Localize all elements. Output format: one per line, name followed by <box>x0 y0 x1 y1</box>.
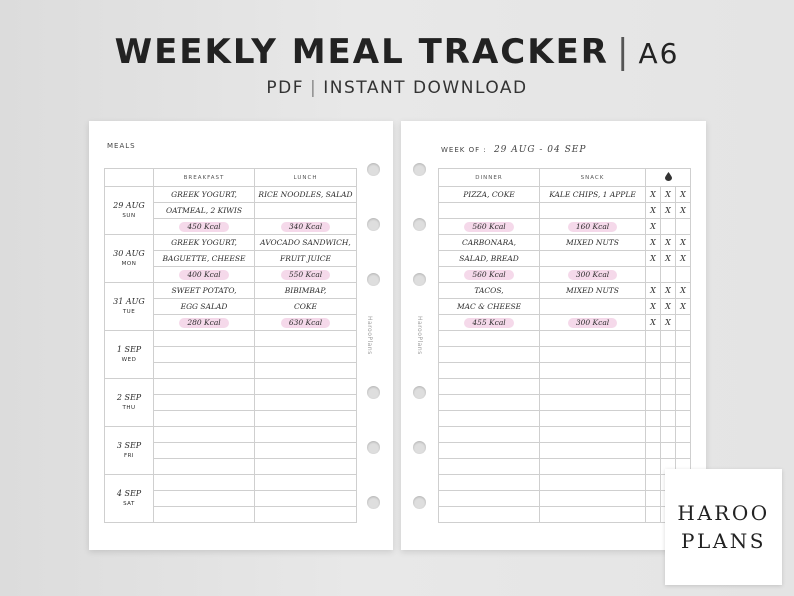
subtitle-separator: | <box>310 78 318 98</box>
right-planner-page <box>401 121 706 550</box>
day-date: 30 AUG <box>113 248 145 258</box>
day-of-week: THU <box>122 404 136 411</box>
breakfast-entry: SWEET POTATO, <box>154 283 255 299</box>
water-checkbox: X <box>646 315 661 331</box>
water-checkbox <box>646 363 661 379</box>
day-date: 29 AUG <box>113 200 145 210</box>
snack-kcal-cell <box>540 219 646 235</box>
water-checkbox <box>646 507 661 523</box>
table-row <box>439 187 691 203</box>
lunch-kcal-cell <box>255 459 357 475</box>
day-cell <box>105 187 154 235</box>
dinner-entry <box>439 203 540 219</box>
binder-hole <box>367 496 380 509</box>
table-row <box>439 267 691 283</box>
snack-kcal-cell <box>540 267 646 283</box>
water-checkbox <box>646 491 661 507</box>
day-of-week: MON <box>121 260 137 267</box>
dinner-entry: SALAD, BREAD <box>439 251 540 267</box>
water-checkbox: X <box>676 235 691 251</box>
water-checkbox: X <box>646 283 661 299</box>
breakfast-kcal: 280 Kcal <box>179 318 228 328</box>
water-checkbox: X <box>661 299 676 315</box>
title-size: A6 <box>638 37 680 70</box>
table-row <box>439 459 691 475</box>
right-watermark: HarooPlans <box>416 316 423 355</box>
lunch-kcal: 340 Kcal <box>281 222 330 232</box>
water-checkbox <box>646 475 661 491</box>
dinner-entry <box>439 427 540 443</box>
day-cell <box>105 427 154 475</box>
snack-entry <box>540 443 646 459</box>
dinner-kcal-cell <box>439 315 540 331</box>
water-drop-icon <box>665 172 672 181</box>
binder-hole <box>413 163 426 176</box>
snack-kcal: 160 Kcal <box>568 222 617 232</box>
lunch-kcal: 550 Kcal <box>281 270 330 280</box>
breakfast-entry: GREEK YOGURT, <box>154 235 255 251</box>
binder-hole <box>413 441 426 454</box>
breakfast-kcal-cell <box>154 507 255 523</box>
binder-hole <box>413 218 426 231</box>
binder-hole <box>367 163 380 176</box>
table-row <box>439 235 691 251</box>
dinner-entry: PIZZA, COKE <box>439 187 540 203</box>
water-checkbox <box>676 267 691 283</box>
breakfast-entry: GREEK YOGURT, <box>154 187 255 203</box>
binder-hole <box>413 496 426 509</box>
lunch-kcal-cell <box>255 267 357 283</box>
dinner-kcal-cell <box>439 411 540 427</box>
water-checkbox <box>676 411 691 427</box>
left-planner-page <box>89 121 393 550</box>
lunch-entry: FRUIT JUICE <box>255 251 357 267</box>
breakfast-entry <box>154 395 255 411</box>
lunch-kcal-cell <box>255 507 357 523</box>
binder-hole <box>367 386 380 399</box>
breakfast-kcal-cell <box>154 459 255 475</box>
water-checkbox <box>661 379 676 395</box>
water-checkbox <box>646 443 661 459</box>
table-row <box>439 251 691 267</box>
snack-entry: MIXED NUTS <box>540 283 646 299</box>
water-checkbox <box>676 427 691 443</box>
water-checkbox <box>646 411 661 427</box>
dinner-kcal-cell <box>439 459 540 475</box>
table-row <box>439 379 691 395</box>
snack-kcal-cell <box>540 459 646 475</box>
lunch-entry <box>255 331 357 347</box>
binder-hole <box>367 273 380 286</box>
breakfast-entry <box>154 491 255 507</box>
snack-kcal-cell <box>540 411 646 427</box>
right-header-row <box>439 169 691 187</box>
day-cell <box>105 475 154 523</box>
water-checkbox <box>646 267 661 283</box>
lunch-entry <box>255 379 357 395</box>
water-checkbox <box>661 395 676 411</box>
water-checkbox: X <box>661 203 676 219</box>
logo-line-2: PLANS <box>681 529 766 553</box>
table-row <box>105 187 357 203</box>
product-subtitle <box>0 78 794 98</box>
dinner-entry <box>439 443 540 459</box>
snack-entry <box>540 379 646 395</box>
logo-line-1: HAROO <box>677 501 770 525</box>
left-meal-table <box>104 168 357 523</box>
lunch-kcal: 630 Kcal <box>281 318 330 328</box>
dinner-kcal-cell <box>439 219 540 235</box>
water-checkbox <box>661 363 676 379</box>
breakfast-entry: OATMEAL, 2 KIWIS <box>154 203 255 219</box>
snack-entry <box>540 491 646 507</box>
lunch-kcal-cell <box>255 315 357 331</box>
day-of-week: TUE <box>122 308 136 315</box>
dinner-entry <box>439 347 540 363</box>
day-of-week: SUN <box>122 212 136 219</box>
meals-heading: MEALS <box>107 142 136 150</box>
snack-kcal-cell <box>540 363 646 379</box>
snack-kcal-cell <box>540 315 646 331</box>
breakfast-kcal-cell <box>154 411 255 427</box>
water-checkbox <box>646 331 661 347</box>
table-row <box>439 491 691 507</box>
week-of-value: 29 AUG - 04 SEP <box>493 145 587 155</box>
lunch-kcal-cell <box>255 363 357 379</box>
water-checkbox: X <box>661 283 676 299</box>
lunch-entry <box>255 395 357 411</box>
water-checkbox <box>676 347 691 363</box>
water-checkbox <box>661 427 676 443</box>
water-checkbox: X <box>646 235 661 251</box>
breakfast-entry <box>154 443 255 459</box>
lunch-entry <box>255 443 357 459</box>
water-checkbox <box>661 219 676 235</box>
table-row <box>439 363 691 379</box>
dinner-column-header: DINNER <box>439 169 540 187</box>
table-row <box>105 475 357 491</box>
snack-entry <box>540 347 646 363</box>
water-checkbox <box>676 219 691 235</box>
left-header-row <box>105 169 357 187</box>
lunch-entry <box>255 427 357 443</box>
water-checkbox: X <box>676 299 691 315</box>
snack-kcal-cell <box>540 507 646 523</box>
day-of-week: SAT <box>123 500 135 507</box>
snack-entry <box>540 251 646 267</box>
day-date: 31 AUG <box>113 296 145 306</box>
breakfast-column-header: BREAKFAST <box>154 169 255 187</box>
water-checkbox <box>676 331 691 347</box>
breakfast-entry <box>154 347 255 363</box>
snack-entry <box>540 475 646 491</box>
lunch-entry <box>255 203 357 219</box>
breakfast-entry <box>154 331 255 347</box>
water-checkbox <box>676 443 691 459</box>
day-cell <box>105 379 154 427</box>
haroo-plans-logo <box>665 469 782 585</box>
breakfast-entry <box>154 475 255 491</box>
dinner-kcal: 560 Kcal <box>464 222 513 232</box>
subtitle-format: PDF <box>266 78 304 98</box>
day-of-week: WED <box>121 356 137 363</box>
snack-entry <box>540 331 646 347</box>
right-meal-table <box>438 168 691 523</box>
breakfast-kcal-cell <box>154 363 255 379</box>
subtitle-delivery: INSTANT DOWNLOAD <box>323 78 528 98</box>
table-row <box>439 347 691 363</box>
water-checkbox <box>676 379 691 395</box>
lunch-entry <box>255 475 357 491</box>
snack-entry <box>540 299 646 315</box>
water-checkbox <box>661 331 676 347</box>
water-checkbox <box>676 363 691 379</box>
water-checkbox: X <box>676 283 691 299</box>
water-checkbox: X <box>646 251 661 267</box>
water-checkbox <box>646 427 661 443</box>
water-checkbox: X <box>661 315 676 331</box>
table-row <box>439 283 691 299</box>
product-title <box>0 32 794 72</box>
water-checkbox <box>676 395 691 411</box>
binder-hole <box>413 386 426 399</box>
water-checkbox <box>661 267 676 283</box>
left-watermark: HarooPlans <box>366 316 373 355</box>
table-row <box>439 299 691 315</box>
snack-entry <box>540 427 646 443</box>
table-row <box>439 411 691 427</box>
breakfast-kcal-cell <box>154 219 255 235</box>
day-cell <box>105 283 154 331</box>
lunch-entry: RICE NOODLES, SALAD <box>255 187 357 203</box>
lunch-entry: BIBIMBAP, <box>255 283 357 299</box>
table-row <box>439 219 691 235</box>
breakfast-entry <box>154 427 255 443</box>
dinner-kcal-cell <box>439 507 540 523</box>
table-row <box>105 331 357 347</box>
dinner-kcal-cell <box>439 363 540 379</box>
table-row <box>105 379 357 395</box>
water-checkbox: X <box>661 187 676 203</box>
binder-hole <box>367 218 380 231</box>
breakfast-kcal: 450 Kcal <box>179 222 228 232</box>
lunch-entry: COKE <box>255 299 357 315</box>
lunch-kcal-cell <box>255 411 357 427</box>
day-date: 2 SEP <box>116 392 142 402</box>
water-checkbox <box>646 379 661 395</box>
binder-hole <box>413 273 426 286</box>
title-separator: | <box>616 32 631 72</box>
lunch-column-header: LUNCH <box>255 169 357 187</box>
title-text: WEEKLY MEAL TRACKER <box>114 32 609 72</box>
week-of-label: WEEK OF : <box>441 146 487 154</box>
snack-kcal: 300 Kcal <box>568 318 617 328</box>
water-checkbox: X <box>676 203 691 219</box>
day-date: 3 SEP <box>116 440 142 450</box>
breakfast-kcal-cell <box>154 267 255 283</box>
day-date: 1 SEP <box>116 344 142 354</box>
water-checkbox: X <box>646 187 661 203</box>
dinner-entry <box>439 395 540 411</box>
table-row <box>105 235 357 251</box>
water-checkbox <box>676 315 691 331</box>
lunch-entry: AVOCADO SANDWICH, <box>255 235 357 251</box>
snack-entry: MIXED NUTS <box>540 235 646 251</box>
table-row <box>439 331 691 347</box>
water-checkbox: X <box>646 219 661 235</box>
water-checkbox <box>661 443 676 459</box>
snack-entry: KALE CHIPS, 1 APPLE <box>540 187 646 203</box>
snack-entry <box>540 395 646 411</box>
dinner-entry <box>439 331 540 347</box>
water-checkbox <box>646 459 661 475</box>
table-row <box>439 395 691 411</box>
breakfast-entry <box>154 379 255 395</box>
week-of-line <box>441 145 586 155</box>
day-column-header <box>105 169 154 187</box>
dinner-entry <box>439 379 540 395</box>
dinner-kcal: 455 Kcal <box>464 318 513 328</box>
binder-hole <box>367 441 380 454</box>
dinner-entry: CARBONARA, <box>439 235 540 251</box>
day-cell <box>105 331 154 379</box>
lunch-kcal-cell <box>255 219 357 235</box>
breakfast-entry: BAGUETTE, CHEESE <box>154 251 255 267</box>
table-row <box>439 315 691 331</box>
table-row <box>105 283 357 299</box>
dinner-entry <box>439 491 540 507</box>
water-checkbox: X <box>646 299 661 315</box>
dinner-kcal-cell <box>439 267 540 283</box>
water-checkbox: X <box>661 235 676 251</box>
breakfast-entry: EGG SALAD <box>154 299 255 315</box>
table-row <box>439 443 691 459</box>
day-date: 4 SEP <box>116 488 142 498</box>
dinner-entry <box>439 475 540 491</box>
table-row <box>439 427 691 443</box>
lunch-entry <box>255 347 357 363</box>
dinner-entry: MAC & CHEESE <box>439 299 540 315</box>
day-of-week: FRI <box>123 452 135 459</box>
breakfast-kcal: 400 Kcal <box>179 270 228 280</box>
water-checkbox <box>646 347 661 363</box>
table-row <box>439 475 691 491</box>
day-cell <box>105 235 154 283</box>
dinner-entry: TACOS, <box>439 283 540 299</box>
water-checkbox: X <box>661 251 676 267</box>
dinner-kcal: 560 Kcal <box>464 270 513 280</box>
snack-entry <box>540 203 646 219</box>
table-row <box>105 427 357 443</box>
water-checkbox <box>646 395 661 411</box>
water-checkbox <box>661 347 676 363</box>
lunch-entry <box>255 491 357 507</box>
snack-column-header: SNACK <box>540 169 646 187</box>
table-row <box>439 507 691 523</box>
snack-kcal: 300 Kcal <box>568 270 617 280</box>
water-checkbox <box>661 411 676 427</box>
water-column-header <box>646 169 691 187</box>
breakfast-kcal-cell <box>154 315 255 331</box>
water-checkbox: X <box>676 187 691 203</box>
water-checkbox: X <box>676 251 691 267</box>
table-row <box>439 203 691 219</box>
water-checkbox: X <box>646 203 661 219</box>
